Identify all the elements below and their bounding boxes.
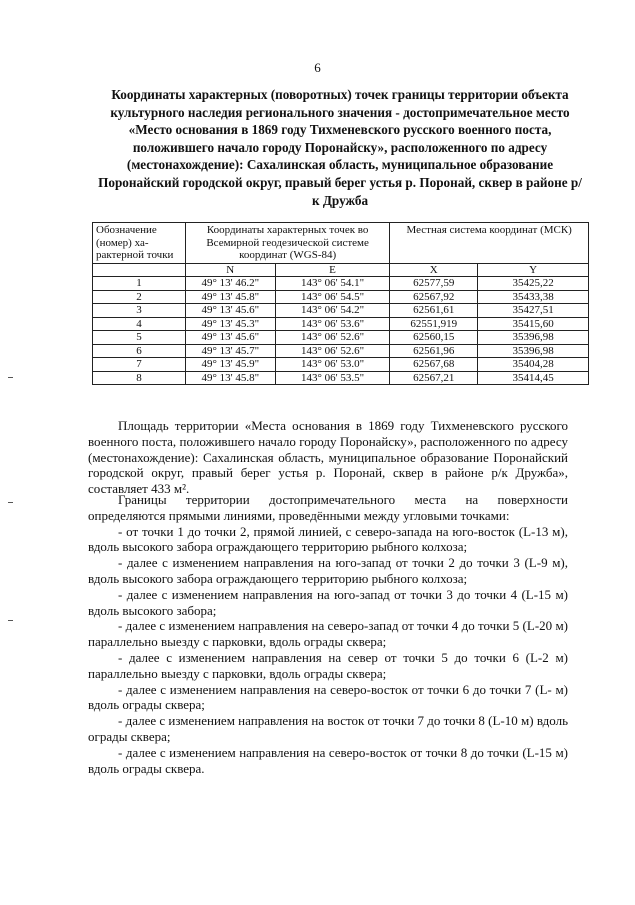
cell-x: 62577,59 [390,277,478,291]
table-row [93,317,589,331]
cell-num: 1 [93,277,186,291]
table-row [93,277,589,291]
borders-intro: Границы территории достопримечательного места на поверхности определяются прямыми линиями, проведёнными между угловыми точками: [88,492,568,523]
cell-num: 2 [93,290,186,304]
cell-n: 49° 13' 45.6" [185,331,275,345]
cell-e: 143° 06' 54.5" [275,290,390,304]
header-msk: Местная система координат (МСК) [390,223,589,264]
table-header-row [93,223,589,264]
border-item: - далее с изменением направления на северо-запад от точки 4 до точки 5 (L-20 м) параллельно выезду с парковки, вдоль ограды сквера; [88,618,568,650]
scan-mark [8,502,13,503]
cell-e: 143° 06' 53.5" [275,371,390,385]
cell-y: 35404,28 [478,358,589,372]
table-row [93,371,589,385]
table-row [93,344,589,358]
cell-n: 49° 13' 45.7" [185,344,275,358]
table-row [93,331,589,345]
area-paragraph: Площадь территории «Места основания в 1869 году Тихменевского русского военного поста, положившего начало городу Поронайску», расположенного по адресу (местонахождение): Сахалинская область, муниципальное образование Поронайский городской округ, правый берег устья р. Поронай, сквер в районе р/к Дружба», составляет 433 м². [88,418,568,497]
cell-num: 5 [93,331,186,345]
scan-mark [8,377,13,378]
cell-num: 4 [93,317,186,331]
col-y-label: Y [478,263,589,277]
cell-e: 143° 06' 52.6" [275,331,390,345]
cell-n: 49° 13' 45.3" [185,317,275,331]
cell-num: 7 [93,358,186,372]
table-row [93,304,589,318]
cell-x: 62567,21 [390,371,478,385]
cell-x: 62567,68 [390,358,478,372]
cell-x: 62561,61 [390,304,478,318]
table-row [93,358,589,372]
coordinates-table [92,222,589,385]
header-wgs: Координаты характерных точек во Всемирной геодезической системе координат (WGS-84) [185,223,389,264]
cell-e: 143° 06' 53.0" [275,358,390,372]
border-item: - далее с изменением направления на юго-запад от точки 3 до точки 4 (L-15 м) вдоль высокого забора; [88,586,568,618]
cell-y: 35396,98 [478,331,589,345]
col-x-label: X [390,263,478,277]
cell-n: 49° 13' 46.2" [185,277,275,291]
cell-num: 3 [93,304,186,318]
borders-section [88,492,568,776]
cell-num: 6 [93,344,186,358]
cell-y: 35427,51 [478,304,589,318]
cell-y: 35396,98 [478,344,589,358]
border-item: - далее с изменением направления на север от точки 5 до точки 6 (L-2 м) параллельно выезду с парковки, вдоль ограды сквера; [88,649,568,681]
cell-x: 62567,92 [390,290,478,304]
table-row [93,290,589,304]
cell-n: 49° 13' 45.8" [185,290,275,304]
col-e-label: E [275,263,390,277]
cell-e: 143° 06' 52.6" [275,344,390,358]
cell-e: 143° 06' 54.2" [275,304,390,318]
cell-e: 143° 06' 53.6" [275,317,390,331]
cell-n: 49° 13' 45.6" [185,304,275,318]
table-axis-row [93,263,589,277]
cell-x: 62551,919 [390,317,478,331]
cell-x: 62561,96 [390,344,478,358]
cell-y: 35433,38 [478,290,589,304]
axis-blank [93,263,186,277]
col-n-label: N [185,263,275,277]
cell-y: 35425,22 [478,277,589,291]
cell-x: 62560,15 [390,331,478,345]
cell-n: 49° 13' 45.9" [185,358,275,372]
cell-e: 143° 06' 54.1" [275,277,390,291]
border-item: - далее с изменением направления на северо-восток от точки 6 до точки 7 (L- м) вдоль ограды сквера; [88,681,568,713]
border-item: - далее с изменением направления на северо-восток от точки 8 до точки (L-15 м) вдоль ограды сквера. [88,744,568,776]
cell-n: 49° 13' 45.8" [185,371,275,385]
scan-mark [8,620,13,621]
cell-y: 35415,60 [478,317,589,331]
border-item: - от точки 1 до точки 2, прямой линией, с северо-запада на юго-восток (L-13 м), вдоль высокого забора ограждающего территорию рыбного колхоза; [88,523,568,555]
header-point-number: Обозначение (номер) ха-рактерной точки [93,223,186,264]
cell-num: 8 [93,371,186,385]
page-number: 6 [314,60,321,75]
border-item: - далее с изменением направления на юго-запад от точки 2 до точки 3 (L-9 м), вдоль высокого забора ограждающего территорию рыбного колхоза; [88,555,568,586]
document-title: Координаты характерных (поворотных) точек границы территории объекта культурного наследия регионального значения - достопримечательное место «Место основания в 1869 году Тихменевского русского военного поста, положившего начало городу Поронайску», расположенного по адресу (местонахождение): Сахалинская область, муниципальное образование Поронайский городской округ, правый берег устья р. Поронай, сквер в районе р/к Дружба [98,87,582,208]
cell-y: 35414,45 [478,371,589,385]
border-item: - далее с изменением направления на восток от точки 7 до точки 8 (L-10 м) вдоль ограды сквера; [88,713,568,744]
